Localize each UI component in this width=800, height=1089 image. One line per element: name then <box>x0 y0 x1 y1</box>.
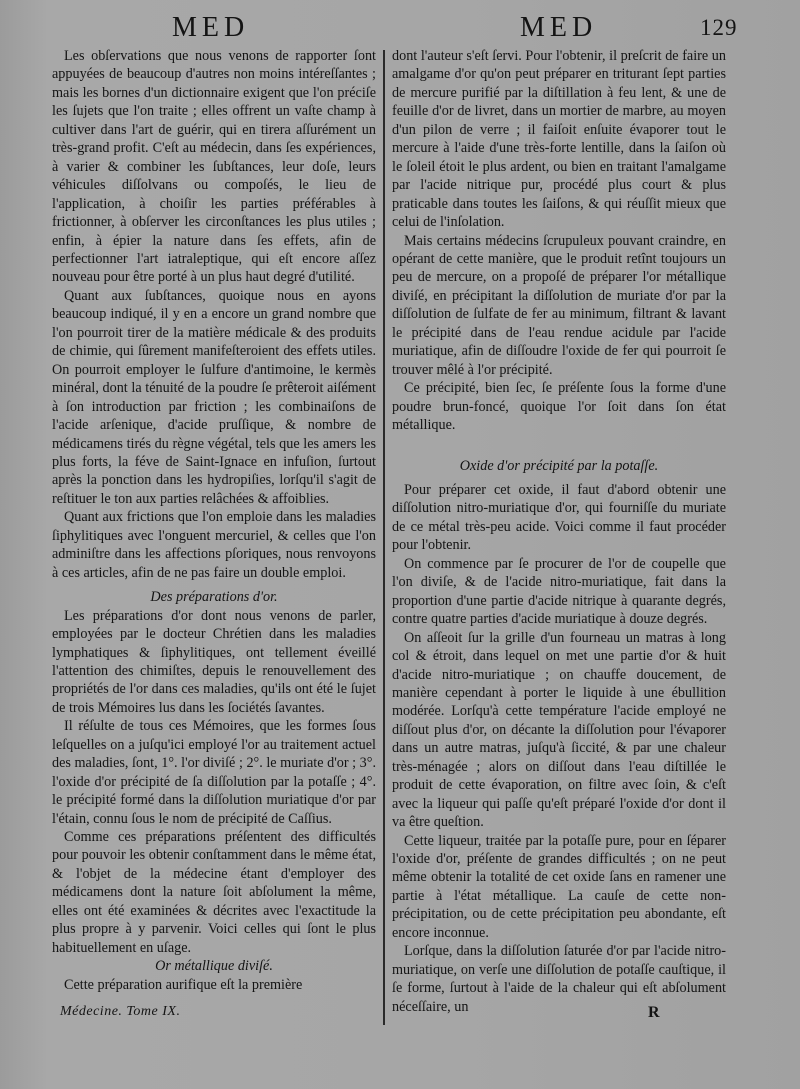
signature-mark: R <box>648 1004 660 1021</box>
running-title-right: MED <box>520 12 598 43</box>
section-heading: Or métallique diviſé. <box>155 958 273 975</box>
column-divider <box>383 50 385 1025</box>
paragraph: On aſſeoit ſur la grille d'un fourneau un matras à long col & étroit, dans lequel on met une partie d'or & huit d'acide nitro-muriatique ; on chauffe doucement, de manière cependant à porter le liquide à une ébullition modérée. Lorſqu'à cette température l'acide employé ne diſſout plus d'or, on décante la diſſolution pour l'évaporer dans un autre matras, juſqu'à ſiccité, & par une chaleur très-ménagée ; alors on diſſout dans l'eau diſtillée le produit de cette évaporation, on filtre avec ſoin, & c'eſt avec la liqueur qui paſſe qu'eſt préparé l'oxide d'or dont il va être queſtion. <box>392 629 726 831</box>
paragraph: Quant aux ſubſtances, quoique nous en ayons beaucoup indiqué, il y en a encore un grand nombre que l'on pourroit tirer de la matière médicale & des produits de chimie, qui ſûrement manifeſteroient des effets utiles. On pourroit employer le ſulfure d'antimoine, le kermès minéral, dont la ténuité de la poudre ſe prêteroit aiſément à ſon introduction par friction ; les combinaiſons de l'acide arſenique, d'acide pruſſique, & nombre de médicamens tirés du règne végétal, tels que les amers les plus forts, la féve de Saint-Ignace en infuſion, ſurtout après la ponction dans les hydropiſies, lorſqu'il s'agit de reſtituer le ton aux parties relâchées & affoiblies. <box>52 287 376 507</box>
paragraph: Comme ces préparations préſentent des difficultés pour pouvoir les obtenir conſtamment dans le même état, & l'objet de la médecine étant d'employer des médicamens dont la nature ſoit abſolument la même, elles ont été examinées & décrites avec l'exactitude la plus propre à y parvenir. Voici celles qui ſont le plus habituellement en uſage. <box>52 829 376 956</box>
paragraph: Cette liqueur, traitée par la potaſſe pure, pour en ſéparer l'oxide d'or, préſente de grandes difficultés ; on ne peut même obtenir la totalité de cet oxide ſans en ramener une partie à l'état métallique. La cauſe de cette non-précipitation, ou de cette précipitation peu abondante, eſt encore inconnue. <box>392 832 726 941</box>
paragraph: Mais certains médecins ſcrupuleux pouvant craindre, en opérant de cette manière, que le produit retînt toujours un peu de mercure, on a propoſé de préparer l'or métallique diviſé, en précipitant la diſſolution de muriate d'or par la diſſolution de ſulfate de fer au minimum, filtrant & lavant le précipité dans de l'eau rendue acidule par l'acide muriatique, afin de diſſoudre l'oxide de fer qui pourroit ſe trouver mêlé à l'or précipité. <box>392 232 726 378</box>
paragraph: Les obſervations que nous venons de rapporter ſont appuyées de beaucoup d'autres non moins intéreſſantes ; mais les bornes d'un dictionnaire exigent que l'on préciſe les ſujets que l'on traite ; elles offrent un vaſte champ à cultiver dans l'art de guérir, qui en tirera aſſurément un très-grand profit. C'eſt au médecin, dans ſes expériences, à varier & combiner les ſubſtances, leur doſe, leurs véhicules diſſolvans ou compoſés, le lieu de l'application, à choiſir les parties préférables à frictionner, à obſerver les circonſtances les plus utiles ; enfin, à épier la nature dans ſes effets, afin de perfectionner l'art iatraleptique, qui eſt encore aſſez nouveau pour être porté à un plus haut degré d'utilité. <box>52 48 376 286</box>
running-head <box>0 12 800 46</box>
paragraph: Il réſulte de tous ces Mémoires, que les formes ſous leſquelles on a juſqu'ici employé l'or au traitement actuel des maladies, ſont, 1°. l'or diviſé ; 2°. le muriate d'or ; 3°. l'oxide d'or précipité de ſa diſſolution par la potaſſe ; 4°. le précipité formé dans la diſſolution muriatique d'or par l'étain, connu ſous le nom de précipité de Caſſius. <box>52 718 376 827</box>
footer-volume: Médecine. Tome IX. <box>60 1004 181 1019</box>
paragraph: On commence par ſe procurer de l'or de coupelle que l'on diviſe, & de l'acide nitro-muriatique, fait dans la proportion d'une partie d'acide nitrique à quarante degrés, contre quatre parties d'acide muriatique à douze degrés. <box>392 555 726 628</box>
paragraph: Ce précipité, bien ſec, ſe préſente ſous la forme d'une poudre brun-foncé, quoique l'or ſoit dans ſon état métallique. <box>392 380 726 434</box>
running-title-left: MED <box>172 12 250 43</box>
page-number: 129 <box>700 15 738 40</box>
paragraph: dont l'auteur s'eſt ſervi. Pour l'obtenir, il preſcrit de faire un amalgame d'or qu'on peut préparer en triturant ſept parties de mercure purifié par la diſtillation à feu lent, & une de feuille d'or de livret, dans un mortier de marbre, au moyen d'un pilon de verre ; il faiſoit enſuite évaporer tout le mercure à l'aide d'une très-forte lentille, dans la ſaiſon où le ſoleil étoit le plus ardent, ou bien en traitant l'amalgame par l'acide nitrique pur, procédé plus court & plus praticable dans toutes les ſaiſons, & qui réuſſit mieux que celui de l'inſolation. <box>392 48 726 231</box>
paragraph: Lorſque, dans la diſſolution ſaturée d'or par l'acide nitro-muriatique, on verſe une diſſolution de potaſſe cauſtique, il ſe forme, ſurtout à l'aide de la chaleur qui eſt abſolument néceſſaire, un <box>392 943 726 1015</box>
paragraph: Pour préparer cet oxide, il faut d'abord obtenir une diſſolution nitro-muriatique d'or, qui fourniſſe du muriate de ce métal très-peu acide. Voici comme il faut procéder pour l'obtenir. <box>392 481 726 554</box>
paragraph: Quant aux frictions que l'on emploie dans les maladies ſiphylitiques avec l'onguent mercuriel, & celles que l'on adminiſtre dans les affections pſoriques, nous renvoyons à ces articles, afin de ne pas faire un double emploi. <box>52 509 376 581</box>
paragraph: Cette préparation aurifique eſt la première <box>64 976 303 993</box>
left-column <box>52 47 376 994</box>
paragraph: Les préparations d'or dont nous venons de parler, employées par le docteur Chrétien dans les maladies lymphatiques & ſiphylitiques, ont tellement éveillé l'attention des chimiſtes, depuis le renouvellement des propriétés de l'or dans ces maladies, qu'ils ont été le ſujet de trois Mémoires lus dans les ſociétés ſavantes. <box>52 607 376 716</box>
right-column <box>392 47 726 1016</box>
section-heading: Des préparations d'or. <box>150 589 278 606</box>
section-heading: Oxide d'or précipité par la potaſſe. <box>459 457 659 474</box>
